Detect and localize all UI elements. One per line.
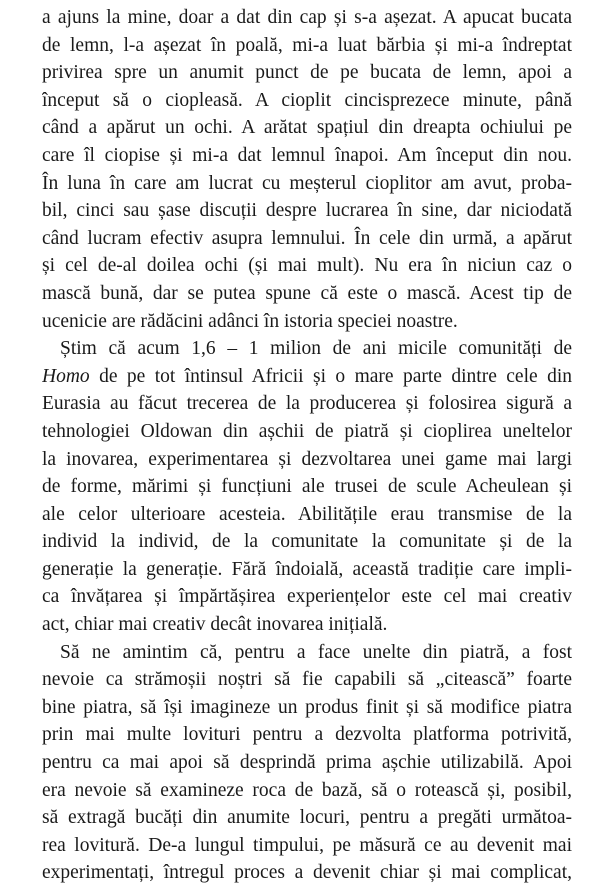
- text-line: bine piatra, să își imagineze un produs finit și să modifice piatra: [42, 696, 572, 718]
- text-line: Știm că acum 1,6 – 1 milion de ani micile comunități de: [60, 338, 572, 360]
- text-line: ale celor ulterioare acesteia. Abilitățile erau transmise de la: [42, 503, 572, 525]
- text-line: care îl ciopise și mi-a dat lemnul înapoi. Am început din nou.: [42, 144, 572, 166]
- text-line: Să ne amintim că, pentru a face unelte din piatră, a fost: [60, 641, 572, 663]
- text-line: act, chiar mai creativ decât inovarea inițială.: [42, 614, 388, 636]
- text-line-italic-start: [42, 363, 572, 391]
- text-line: prin mai multe lovituri pentru a dezvolta platforma potrivită,: [42, 724, 572, 746]
- text-line: la inovarea, experimentarea și dezvoltarea unei game mai largi: [42, 448, 572, 470]
- text-line: pentru ca mai apoi să desprindă prima așchie utilizabilă. Apoi: [42, 752, 572, 774]
- text-line: tehnologiei Oldowan din așchii de piatră și cioplirea uneltelor: [42, 420, 572, 442]
- text-line: privirea spre un anumit punct de pe bucata de lemn, apoi a: [42, 62, 572, 84]
- book-page: [42, 4, 572, 887]
- text-line: era nevoie să examineze roca de bază, să o rotească și, posibil,: [42, 779, 572, 801]
- text-line: generație la generație. Fără îndoială, această tradiție care impli-: [42, 558, 572, 580]
- text-line: În luna în care am lucrat cu meșterul cioplitor am avut, proba-: [42, 172, 572, 194]
- text-line: rea lovitură. De-a lungul timpului, pe măsură ce au devenit mai: [42, 834, 572, 856]
- text-line: Eurasia au făcut trecerea de la producerea și folosirea sigură a: [42, 393, 572, 415]
- text-line: de forme, mărimi și funcțiuni ale trusei de scule Acheulean și: [42, 476, 572, 498]
- text-line: mască bună, dar se putea spune că este o mască. Acest tip de: [42, 282, 572, 304]
- text-line: când a apărut un ochi. A arătat spațiul din dreapta ochiului pe: [42, 117, 572, 139]
- paragraph-1: [42, 4, 572, 335]
- text-line: a ajuns la mine, doar a dat din cap și s-a așezat. A apucat bucata: [42, 7, 572, 28]
- text-line: început să o ciopleasă. A cioplit cincisprezece minute, până: [42, 89, 572, 111]
- text-line: de lemn, l-a așezat în poală, mi-a luat bărbia și mi-a îndreptat: [42, 34, 572, 56]
- text-line: să extragă bucăți din anumite locuri, pentru a pregăti următoa-: [42, 807, 572, 829]
- text-line-rest: de pe tot întinsul Africii și o mare parte dintre cele din: [89, 365, 572, 387]
- paragraph-2: [42, 335, 572, 639]
- text-line: și cel de-al doilea ochi (și mai mult). Nu era în niciun caz o: [42, 255, 572, 277]
- text-line: ca învățarea și împărtășirea experiențelor este cel mai creativ: [42, 586, 572, 608]
- text-line: individ la individ, de la comunitate la comunitate și de la: [42, 531, 572, 553]
- italic-term: Homo: [42, 365, 90, 387]
- text-line: nevoie ca strămoșii noștri să fie capabili să „citească” foarte: [42, 669, 572, 691]
- text-line: ucenicie are rădăcini adânci în istoria speciei noastre.: [42, 310, 458, 332]
- text-line: bil, cinci sau șase discuții despre lucrarea în sine, dar niciodată: [42, 200, 572, 222]
- text-line: experimentați, întregul proces a devenit chiar și mai complicat,: [42, 862, 572, 884]
- text-line: când lucram efectiv asupra lemnului. În cele din urmă, a apărut: [42, 227, 572, 249]
